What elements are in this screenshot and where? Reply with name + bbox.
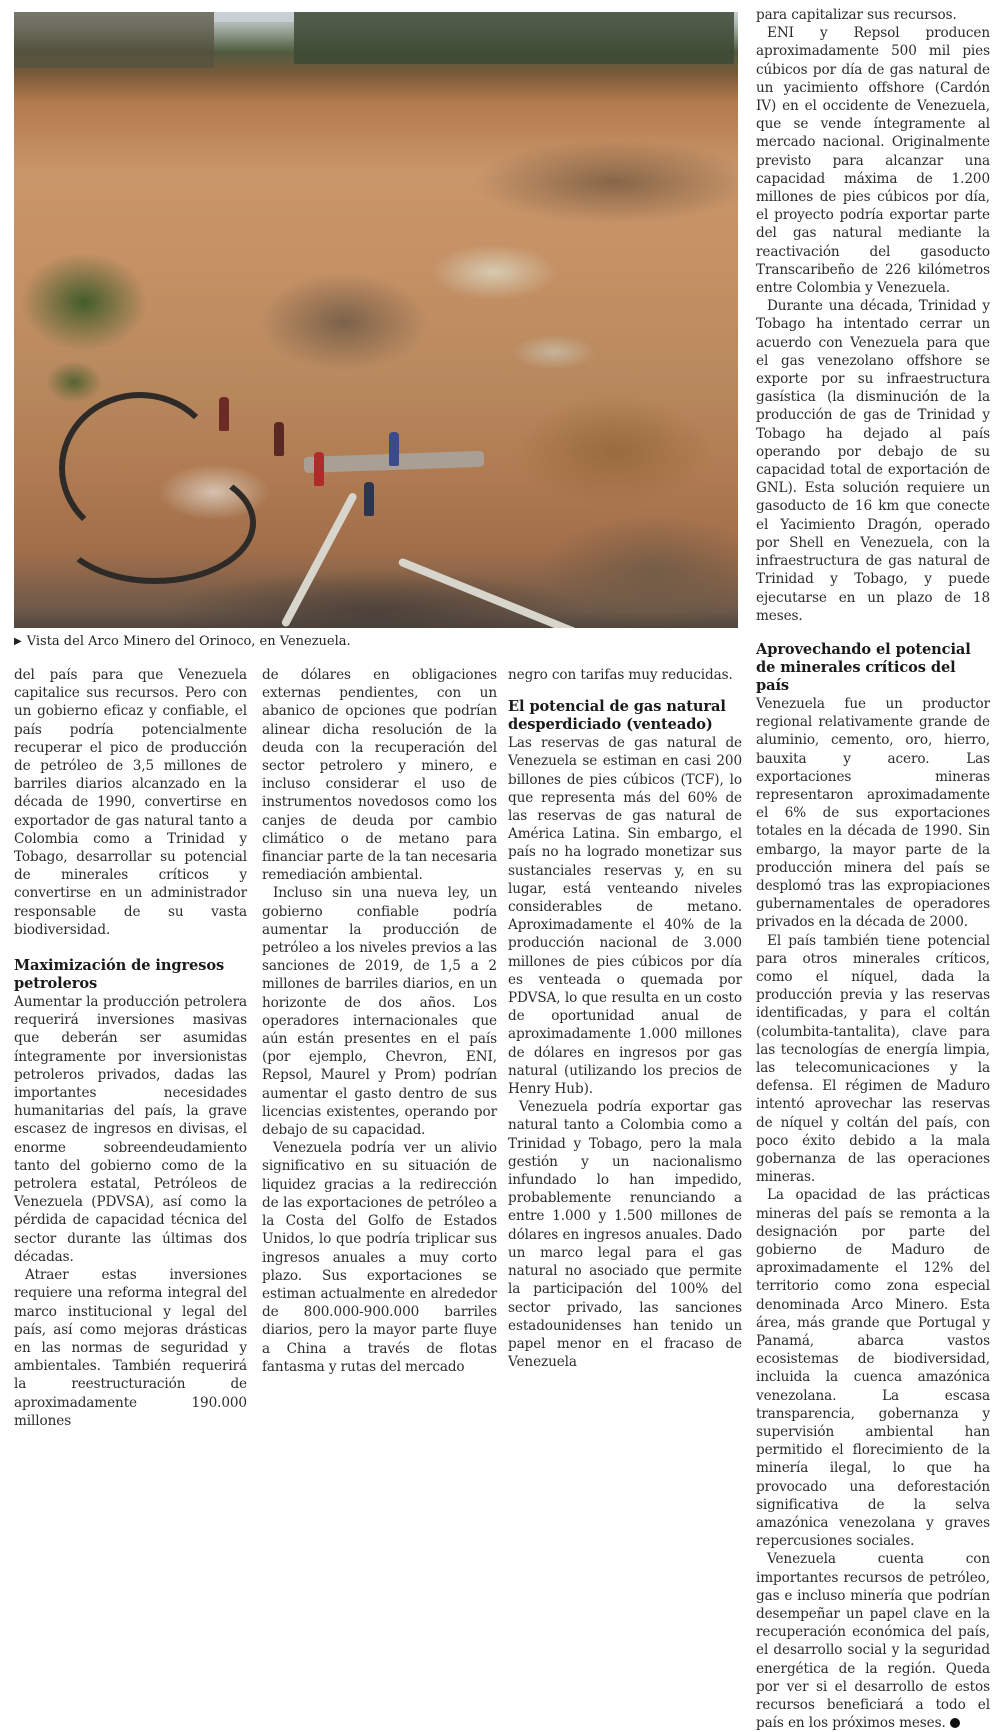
paragraph: Durante una década, Trinidad y Tobago ha intentado cerrar un acuerdo con Venezuela para que el gas venezolano offshore se exporte por su infraestructura gasística (la disminución de la producción de gas de Trinidad y Tobago ha dejado al país operando por debajo de su capacidad total de exportación de GNL). Esta solución requiere un gasoducto de 16 km que conecte el Yacimiento Dragón, operado por Shell en Venezuela, con la infraestructura de gas natural de Trinidad y Tobago, y puede ejecutarse en un plazo de 18 meses. [756, 298, 990, 624]
paragraph-final [756, 1550, 990, 1732]
article-column-1 [14, 666, 247, 1430]
photo-caption-text: Vista del Arco Minero del Orinoco, en Venezuela. [26, 634, 351, 649]
treeline [294, 12, 734, 64]
article-column-3 [508, 666, 742, 1371]
paragraph: negro con tarifas muy reducidas. [508, 667, 733, 683]
paragraph: del país para que Venezuela capitalice sus recursos. Pero con un gobierno eficaz y confiable, el país podría potencialmente recuperar el pico de producción de petróleo de 3,5 millones de barriles diarios alcanzado en la década de 1990, convertirse en exportador de gas natural tanto a Colombia como a Trinidad y Tobago, desarrollar su potencial de minerales críticos y convertirse en un administrador responsable de su vasta biodiversidad. [14, 667, 247, 938]
pipe [280, 492, 357, 628]
photo-caption [14, 634, 351, 650]
end-of-article-bullet-icon [950, 1718, 960, 1728]
paragraph: de dólares en obligaciones externas pendientes, con un abanico de opciones que podrían alinear dicha resolución de la deuda con la recuperación del sector petrolero y minero, e incluso considerar el uso de instrumentos novedosos como los canjes de deuda por cambio climático o de metano para financiar parte de la tan necesaria remediación ambiental. [262, 667, 497, 884]
worker [389, 432, 399, 466]
paragraph: Las reservas de gas natural de Venezuela se estiman en casi 200 billones de pies cúbicos (TCF), lo que representa más del 60% de las reservas de gas natural de América Latina. Sin embargo, el país no ha logrado monetizar sus sustanciales reservas y, en su lugar, está venteando niveles considerables de metano. Aproximadamente el 40% de la producción nacional de 3.000 millones de pies cúbicos por día es venteada o quemada por PDVSA, lo que resulta en un costo de oportunidad anual de aproximadamente 1.000 millones de dólares en ingresos por gas natural (utilizando los precios de Henry Hub). [508, 735, 742, 1098]
paragraph: La opacidad de las prácticas mineras del país se remonta a la designación por parte del gobierno de Maduro de aproximadamente el 12% del territorio como zona especial denominada Arco Minero. Esta área, más grande que Portugal y Panamá, abarca vastos ecosistemas de biodiversidad, incluida la cuenca amazónica venezolana. La escasa transparencia, gobernanza y supervisión ambiental han permitido el florecimiento de la minería ilegal, lo que ha provocado una deforestación significativa de la selva amazónica venezolana y graves repercusiones sociales. [756, 1187, 990, 1550]
worker [364, 482, 374, 516]
paragraph: El país también tiene potencial para otros minerales críticos, como el níquel, dada la producción previa y las reservas identificadas, y para el coltán (columbita-tantalita), clave para las tecnologías de energía limpia, las telecomunicaciones y la defensa. El régimen de Maduro intentó aprovechar las reservas de níquel y coltán del país, con poco éxito debido a la mala gobernanza de las operaciones mineras. [756, 932, 990, 1186]
section-heading-minerals: Aprovechando el potencial de minerales críticos del país [756, 640, 971, 694]
triangle-right-icon: ▶ [14, 636, 22, 647]
article-photo [14, 12, 738, 628]
pipe [398, 557, 633, 628]
article-column-4 [756, 6, 990, 1732]
paragraph-text: Venezuela cuenta con importantes recursos de petróleo, gas e incluso minería que podrían desempeñar un papel clave en la recuperación económica del país, el desarrollo social y la seguridad energética de la región. Queda por ver si el desarrollo de estos recursos beneficiará a todo el país en los próximos meses. [756, 1551, 990, 1732]
paragraph: Incluso sin una nueva ley, un gobierno confiable podría aumentar la producción de petróleo a los niveles previos a las sanciones de 2019, de 1,5 a 2 millones de barriles diarios, en un horizonte de dos años. Los operadores internacionales que aún están presentes en el país (por ejemplo, Chevron, ENI, Repsol, Maurel y Prom) podrían aumentar el gasto dentro de sus licencias existentes, operando por debajo de su capacidad. [262, 885, 497, 1139]
section-heading-oil: Maximización de ingresos petroleros [14, 957, 225, 993]
worker [314, 452, 324, 486]
treeline [14, 12, 214, 68]
paragraph: ENI y Repsol producen aproximadamente 500 mil pies cúbicos por día de gas natural de un yacimiento offshore (Cardón IV) en el occidente de Venezuela, que se vende íntegramente al mercado nacional. Originalmente previsto para alcanzar una capacidad máxima de 1.200 millones de pies cúbicos por día, el proyecto podría exportar parte del gas natural mediante la reactivación del gasoducto Transcaribeño de 226 kilómetros entre Colombia y Venezuela. [756, 25, 990, 297]
hose [54, 462, 256, 584]
paragraph: Venezuela podría ver un alivio significativo en su situación de liquidez gracias a la redirección de las exportaciones de petróleo a la Costa del Golfo de Estados Unidos, lo que podría triplicar sus ingresos anuales a muy corto plazo. Sus exportaciones se estiman actualmente en alrededor de 800.000-900.000 barriles diarios, pero la mayor parte fluye a China a través de flotas fantasma y rutas del mercado [262, 1140, 497, 1375]
paragraph: Atraer estas inversiones requiere una reforma integral del marco institucional y legal del país, así como mejoras drásticas en las normas de seguridad y ambientales. También requerirá la reestructuración de aproximadamente 190.000 millones [14, 1267, 247, 1429]
sky [214, 12, 294, 22]
paragraph: Aumentar la producción petrolera requerirá inversiones masivas que deberán ser asumidas íntegramente por inversionistas petroleros privados, dadas las importantes necesidades humanitarias del país, la grave escasez de ingresos en divisas, el enorme sobreendeudamiento tanto del gobierno como de la petrolera estatal, Petróleos de Venezuela (PDVSA), así como la pérdida de capacidad técnica del sector durante las últimas dos décadas. [14, 994, 247, 1265]
paragraph: Venezuela fue un productor regional relativamente grande de aluminio, cemento, oro, hierro, bauxita y acero. Las exportaciones mineras representaron aproximadamente el 6% de sus exportaciones totales en la década de 1990. Sin embargo, la mayor parte de la producción minera del país se desplomó tras las expropiaciones gubernamentales de operadores privados en la década de 2000. [756, 695, 990, 931]
worker [274, 422, 284, 456]
paragraph: para capitalizar sus recursos. [756, 7, 957, 23]
paragraph: Venezuela podría exportar gas natural tanto a Colombia como a Trinidad y Tobago, pero la mala gestión y un nacionalismo infundado lo han impedido, probablemente renunciando a entre 1.000 y 1.500 millones de dólares en ingresos anuales. Dado un marco legal para el gas natural no asociado que permite la participación del 100% del sector privado, las sanciones estadounidenses han tenido un papel menor en el fracaso de Venezuela [508, 1099, 742, 1371]
worker [219, 397, 229, 431]
section-heading-gas: El potencial de gas natural desperdiciado (venteado) [508, 698, 726, 734]
article-column-2 [262, 666, 497, 1376]
